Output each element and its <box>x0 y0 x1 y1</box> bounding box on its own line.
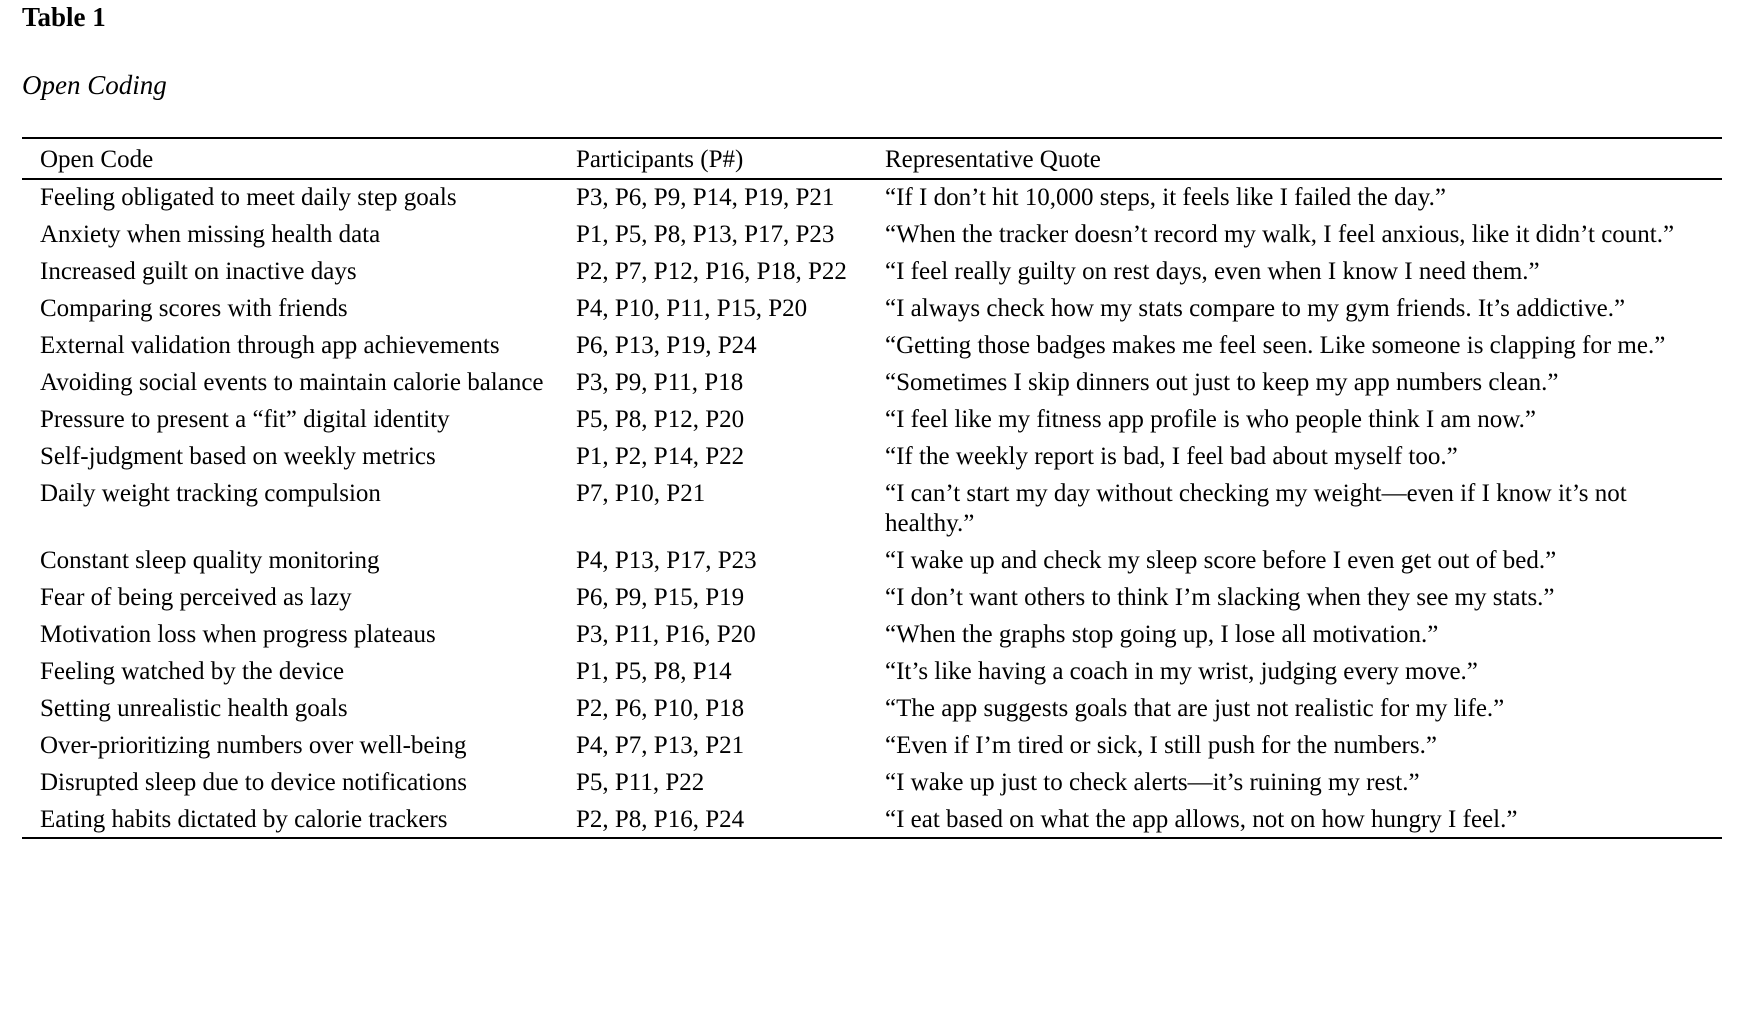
open-code-cell: Motivation loss when progress plateaus <box>40 621 436 648</box>
table-caption: Open Coding <box>22 70 167 100</box>
open-code-cell: Disrupted sleep due to device notifications <box>40 769 467 796</box>
open-code-cell: Eating habits dictated by calorie trackers <box>22 802 576 838</box>
header-quote: Representative Quote <box>885 138 1722 179</box>
table-row <box>22 179 1722 217</box>
quote-cell: “Getting those badges makes me feel seen. Like someone is clapping for me.” <box>885 332 1666 359</box>
open-code-cell: Fear of being perceived as lazy <box>40 584 352 611</box>
quote-cell: “I feel like my fitness app profile is who people think I am now.” <box>885 406 1536 433</box>
participants-cell: P7, P10, P21 <box>576 480 706 507</box>
participants-cell: P1, P5, P8, P14 <box>576 658 732 685</box>
open-code-cell: Feeling obligated to meet daily step goals <box>40 184 457 211</box>
open-code-cell: Constant sleep quality monitoring <box>40 547 380 574</box>
participants-cell: P3, P6, P9, P14, P19, P21 <box>576 184 835 211</box>
participants-cell: P5, P8, P12, P20 <box>576 406 745 433</box>
open-code-cell: Anxiety when missing health data <box>40 221 381 248</box>
participants-cell: P4, P7, P13, P21 <box>576 732 745 759</box>
quote-cell: “Even if I’m tired or sick, I still push for the numbers.” <box>885 732 1437 759</box>
open-code-cell: Self-judgment based on weekly metrics <box>40 443 436 470</box>
participants-cell: P6, P13, P19, P24 <box>576 332 757 359</box>
participants-cell: P4, P10, P11, P15, P20 <box>576 295 808 322</box>
quote-cell: “I always check how my stats compare to my gym friends. It’s addictive.” <box>885 295 1626 322</box>
table-header-row <box>22 138 1722 179</box>
table-row <box>22 476 1722 543</box>
open-code-cell: Over-prioritizing numbers over well-being <box>40 732 467 759</box>
participants-cell: P6, P9, P15, P19 <box>576 584 745 611</box>
open-code-cell: Setting unrealistic health goals <box>40 695 348 722</box>
open-code-cell: External validation through app achievements <box>40 332 500 359</box>
participants-cell: P2, P7, P12, P16, P18, P22 <box>576 258 847 285</box>
table-body <box>22 179 1722 838</box>
table-row <box>22 365 1722 402</box>
open-code-cell: Increased guilt on inactive days <box>40 258 357 285</box>
open-code-cell: Feeling watched by the device <box>40 658 345 685</box>
table-row <box>22 291 1722 328</box>
participants-cell: P2, P8, P16, P24 <box>576 802 885 838</box>
participants-cell: P3, P11, P16, P20 <box>576 621 756 648</box>
table-row <box>22 580 1722 617</box>
quote-cell: “I eat based on what the app allows, not on how hungry I feel.” <box>885 802 1722 838</box>
table-row <box>22 765 1722 802</box>
quote-cell: “I can’t start my day without checking my weight—even if I know it’s not healthy.” <box>885 480 1627 537</box>
quote-cell: “If the weekly report is bad, I feel bad about myself too.” <box>885 443 1458 470</box>
table-row <box>22 328 1722 365</box>
header-participants: Participants (P#) <box>576 138 885 179</box>
table-row <box>22 543 1722 580</box>
table-row <box>22 217 1722 254</box>
quote-cell: “It’s like having a coach in my wrist, judging every move.” <box>885 658 1478 685</box>
participants-cell: P1, P2, P14, P22 <box>576 443 745 470</box>
quote-cell: “I wake up just to check alerts—it’s ruining my rest.” <box>885 769 1420 796</box>
quote-cell: “I feel really guilty on rest days, even when I know I need them.” <box>885 258 1540 285</box>
table-row <box>22 654 1722 691</box>
quote-cell: “I don’t want others to think I’m slacking when they see my stats.” <box>885 584 1555 611</box>
table-label: Table 1 <box>22 2 106 32</box>
table-row <box>22 728 1722 765</box>
quote-cell: “If I don’t hit 10,000 steps, it feels like I failed the day.” <box>885 184 1446 211</box>
table-row <box>22 402 1722 439</box>
quote-cell: “Sometimes I skip dinners out just to keep my app numbers clean.” <box>885 369 1559 396</box>
open-code-cell: Avoiding social events to maintain calorie balance <box>40 369 544 396</box>
open-code-cell: Comparing scores with friends <box>40 295 348 322</box>
quote-cell: “When the graphs stop going up, I lose all motivation.” <box>885 621 1439 648</box>
table-row <box>22 439 1722 476</box>
open-code-cell: Daily weight tracking compulsion <box>40 480 381 507</box>
participants-cell: P3, P9, P11, P18 <box>576 369 744 396</box>
quote-cell: “I wake up and check my sleep score before I even get out of bed.” <box>885 547 1557 574</box>
open-coding-table <box>22 137 1722 839</box>
open-code-cell: Pressure to present a “fit” digital identity <box>40 406 450 433</box>
header-open-code: Open Code <box>22 138 576 179</box>
table-row <box>22 802 1722 838</box>
participants-cell: P4, P13, P17, P23 <box>576 547 757 574</box>
table-row <box>22 254 1722 291</box>
participants-cell: P1, P5, P8, P13, P17, P23 <box>576 221 835 248</box>
participants-cell: P2, P6, P10, P18 <box>576 695 745 722</box>
participants-cell: P5, P11, P22 <box>576 769 705 796</box>
quote-cell: “When the tracker doesn’t record my walk, I feel anxious, like it didn’t count.” <box>885 221 1675 248</box>
quote-cell: “The app suggests goals that are just not realistic for my life.” <box>885 695 1505 722</box>
table-row <box>22 691 1722 728</box>
table-row <box>22 617 1722 654</box>
